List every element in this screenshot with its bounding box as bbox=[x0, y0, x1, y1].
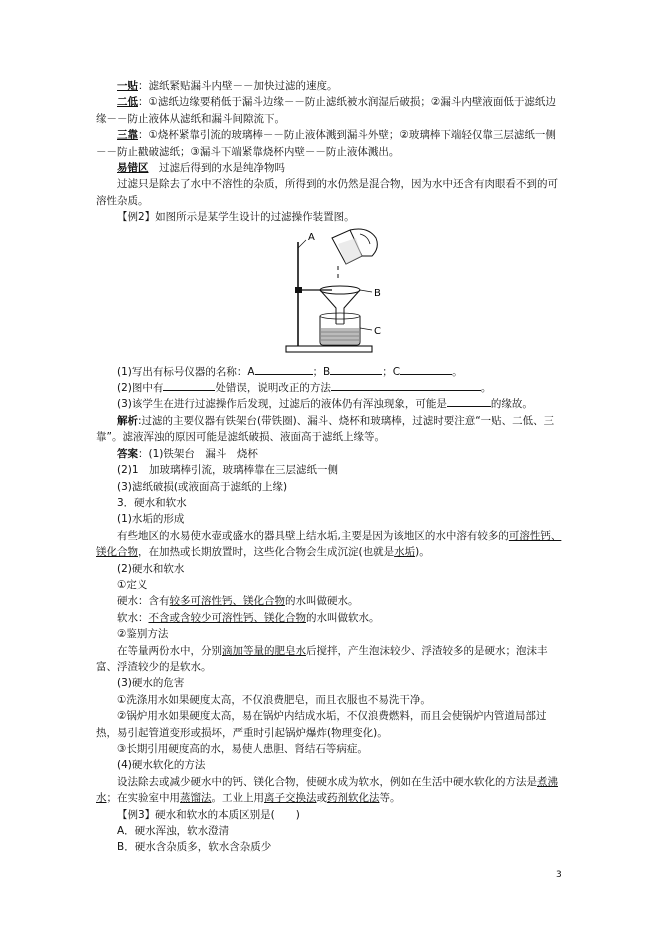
subsection-hazards: (3)硬水的危害 bbox=[117, 677, 185, 690]
scale-paragraph: 有些地区的水易使水壶或盛水的器具壁上结水垢,主要是因为该地区的水中溶有较多的可溶性钙、镁化合物，在加热或长期放置时，这些化合物会生成沉淀(也就是水垢)。 bbox=[96, 529, 562, 559]
question-3: (3)该学生在进行过滤操作后发现，过滤后的液体仍有浑浊现象，可能是 的缘故。 bbox=[117, 398, 533, 411]
section-hard-soft-water: 3．硬水和软水 bbox=[117, 496, 187, 509]
hazard-3: ③长期引用硬度高的水，易使人患胆、肾结石等病症。 bbox=[117, 743, 368, 755]
example-2-heading: 【例2】如图所示是某学生设计的过滤操作装置图。 bbox=[117, 211, 355, 224]
answer-blank-error-count[interactable] bbox=[163, 390, 215, 391]
answer-blank-c[interactable] bbox=[400, 374, 452, 375]
hard-water-definition: 硬水：含有较多可溶性钙、镁化合物的水叫做硬水。 bbox=[117, 595, 359, 608]
label-c: C bbox=[374, 325, 381, 337]
option-a[interactable]: A．硬水浑浊，软水澄清 bbox=[117, 825, 230, 838]
answer-2: (2)1 加玻璃棒引流，玻璃棒靠在三层滤纸一侧 bbox=[117, 464, 339, 477]
document-body bbox=[96, 78, 566, 856]
rule-three-lean: 三靠：①烧杯紧靠引流的玻璃棒－－防止液体溅到漏斗外壁；②玻璃棒下端轻仅靠三层滤纸一侧－－防止戳破滤纸；③漏斗下端紧靠烧杯内壁－－防止液体溅出。 bbox=[96, 129, 556, 158]
question-2: (2)图中有 处错误，说明改正的方法 。 bbox=[117, 382, 492, 395]
label-a: A bbox=[308, 231, 315, 243]
soft-water-definition: 软水：不含或含较少可溶性钙、镁化合物的水叫做软水。 bbox=[117, 611, 380, 624]
answer-blank-correction[interactable] bbox=[331, 390, 481, 391]
rule-one-paste: 一贴：滤纸紧贴漏斗内壁－－加快过滤的速度。 bbox=[117, 80, 338, 92]
question-1: (1)写出有标号仪器的名称：A ；B ；C 。 bbox=[117, 365, 463, 378]
explanation-paragraph: 过滤只是除去了水中不溶性的杂质，所得到的水仍然是混合物，因为水中还含有肉眼看不到的可溶性杂质。 bbox=[96, 178, 558, 207]
answer-blank-a[interactable] bbox=[255, 374, 313, 375]
answer-3: (3)滤纸破损(或液面高于滤纸的上缘) bbox=[117, 480, 288, 493]
example-3-heading: 【例3】硬水和软水的本质区别是( ) bbox=[117, 808, 300, 821]
hazard-2: ②锅炉用水如果硬度太高，易在锅炉内结成水垢，不仅浪费燃料，而且会使锅炉内管道局部过热，易引起管道变形或损坏，严重时引起锅炉爆炸(物理变化)。 bbox=[96, 710, 547, 739]
subsection-hard-soft: (2)硬水和软水 bbox=[117, 562, 185, 575]
option-b[interactable]: B．硬水含杂质多，软水含杂质少 bbox=[117, 841, 272, 854]
subsection-softening: (4)硬水软化的方法 bbox=[117, 759, 206, 772]
hazard-1: ①洗涤用水如果硬度太高，不仅浪费肥皂，而且衣服也不易洗干净。 bbox=[117, 693, 431, 706]
definition-heading: ①定义 bbox=[117, 578, 148, 591]
answer-blank-b[interactable] bbox=[330, 374, 382, 375]
filtration-apparatus-figure bbox=[96, 228, 566, 364]
page-number: 3 bbox=[556, 870, 562, 880]
common-mistake-heading: 易错区 过滤后得到的水是纯净物吗 bbox=[117, 162, 285, 175]
analysis: 解析:过滤的主要仪器有铁架台(带铁圈)、漏斗、烧杯和玻璃棒，过滤时要注意“一贴、二低、三靠”。滤液浑浊的原因可能是滤纸破损、液面高于滤纸上缘等。 bbox=[96, 414, 555, 444]
answer-1: 答案：(1)铁架台 漏斗 烧杯 bbox=[117, 447, 258, 460]
filtration-diagram bbox=[276, 228, 426, 364]
label-b: B bbox=[374, 287, 381, 299]
subsection-scale-formation: (1)水垢的形成 bbox=[117, 513, 185, 526]
rule-two-low: 二低：①滤纸边缘要稍低于漏斗边缘－－防止滤纸被水润湿后破损；②漏斗内壁液面低于滤纸边缘－－防止液体从滤纸和漏斗间隙流下。 bbox=[96, 96, 556, 125]
softening-paragraph: 设法除去或减少硬水中的钙、镁化合物，使硬水成为软水，例如在生活中硬水软化的方法是煮沸水；在实验室中用蒸馏法。工业上用离子交换法或药剂软化法等。 bbox=[96, 775, 558, 805]
answer-blank-reason[interactable] bbox=[447, 406, 491, 407]
identification-heading: ②鉴别方法 bbox=[117, 628, 169, 641]
identification-paragraph: 在等量两份水中，分别滴加等量的肥皂水后搅拌，产生泡沫较少、浮渣较多的是硬水；泡沫丰富、浮渣较少的是软水。 bbox=[96, 644, 548, 673]
